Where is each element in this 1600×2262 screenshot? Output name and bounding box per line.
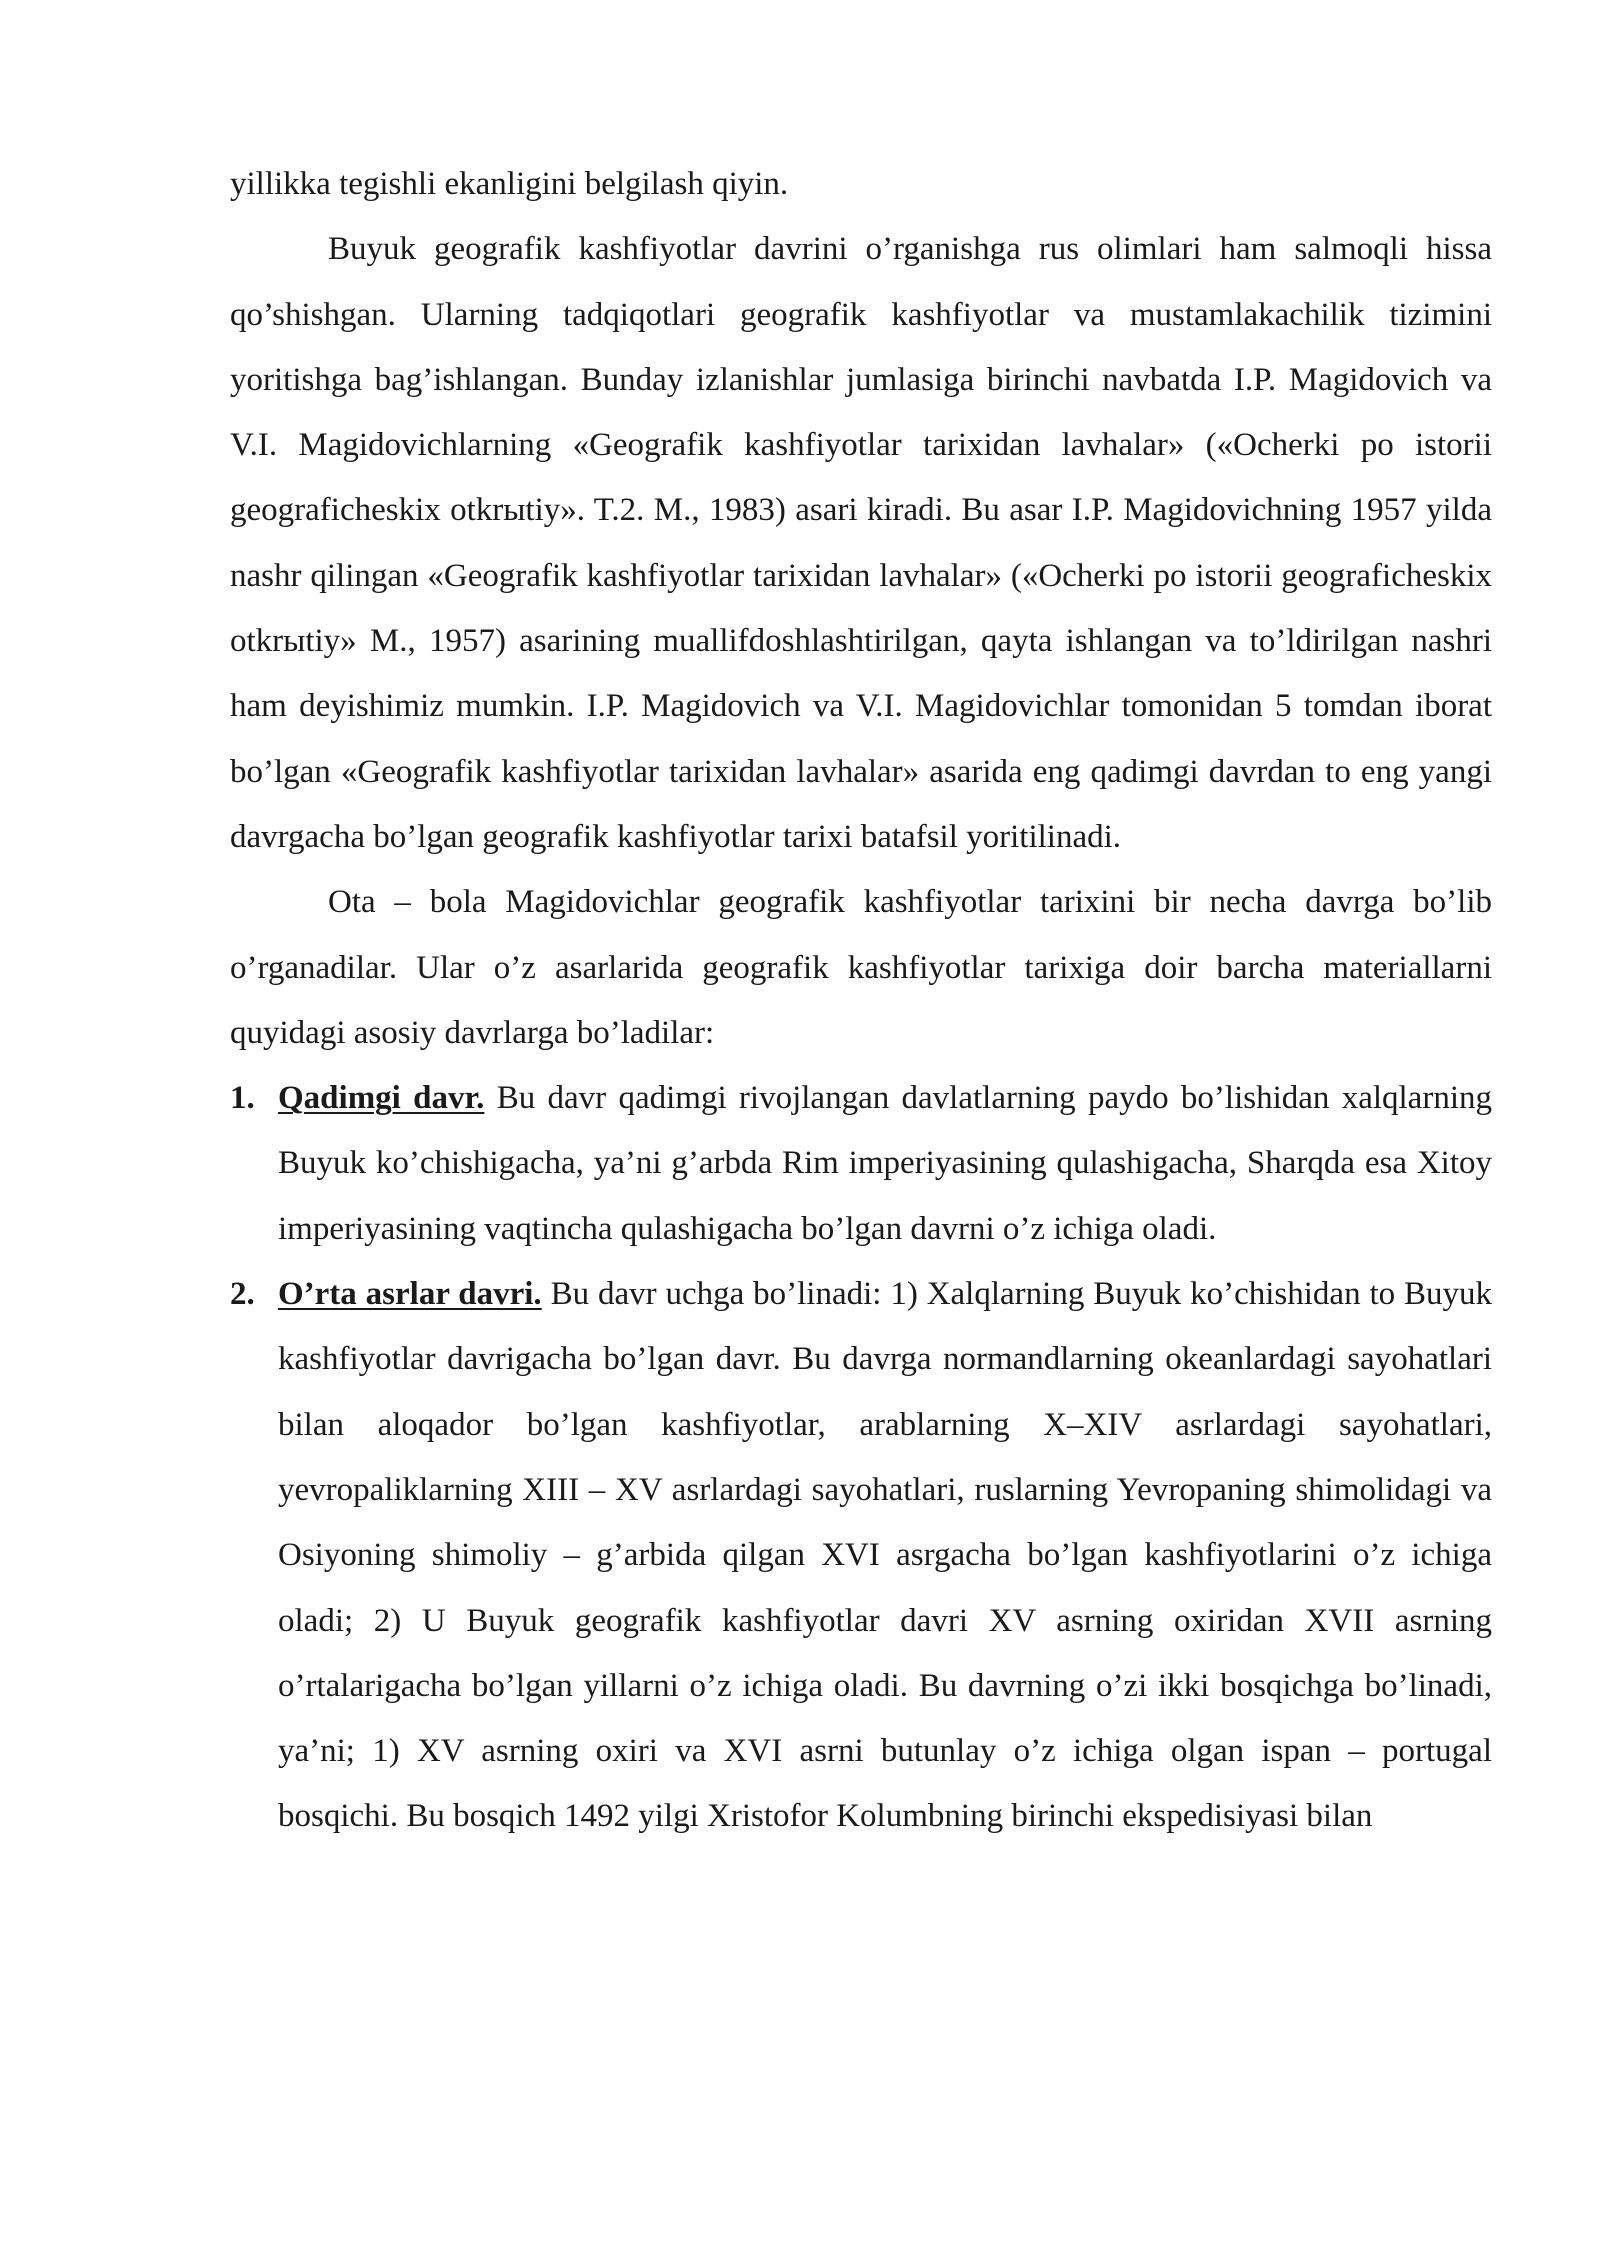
list-item-ancient-period	[230, 1066, 1492, 1262]
paragraph-continuation: yillikka tegishli ekanligini belgilash qiyin.	[230, 166, 789, 202]
document-page	[230, 152, 1492, 1850]
list-item-heading: O’rta asrlar davri.	[278, 1276, 542, 1313]
list-number: 2.	[230, 1276, 255, 1313]
list-item-text: Bu davr qadimgi rivojlangan davlatlarning paydo bo’lishidan xalqlarning Buyuk ko’chishigacha, ya’ni g’arbda Rim imperiyasining qulashigacha, Sharqda esa Xitoy imperiyasining vaqtincha qulashigacha bo’lgan davrni o’z ichiga oladi.	[278, 1080, 1492, 1247]
periods-list	[230, 1066, 1492, 1850]
list-number: 1.	[230, 1080, 255, 1117]
list-item-heading: Qadimgi davr.	[278, 1080, 485, 1117]
list-item-text: Bu davr uchga bo’linadi: 1) Xalqlarning Buyuk ko’chishidan to Buyuk kashfiyotlar davrigacha bo’lgan davr. Bu davrga normandlarning okeanlardagi sayohatlari bilan aloqador bo’lgan kashfiyotlar, arablarning X–XIV asrlardagi sayohatlari, yevropaliklarning XIII – XV asrlardagi sayohatlari, ruslarning Yevropaning shimolidagi va Osiyoning shimoliy – g’arbida qilgan XVI asrgacha bo’lgan kashfiyotlarini o’z ichiga oladi; 2) U Buyuk geografik kashfiyotlar davri XV asrning oxiridan XVII asrning o’rtalarigacha bo’lgan yillarni o’z ichiga oladi. Bu davrning o’zi ikki bosqichga bo’linadi, ya’ni; 1) XV asrning oxiri va XVI asrni butunlay o’z ichiga olgan ispan – portugal bosqichi. Bu bosqich 1492 yilgi Xristofor Kolumbning birinchi ekspedisiyasi bilan	[278, 1276, 1493, 1835]
paragraph-russian-scholars: Buyuk geografik kashfiyotlar davrini o’rganishga rus olimlari ham salmoqli hissa qo’shishgan. Ularning tadqiqotlari geografik kashfiyotlar va mustamlakachilik tizimini yoritishga bag’ishlangan. Bunday izlanishlar jumlasiga birinchi navbatda I.P. Magidovich va V.I. Magidovichlarning «Geografik kashfiyotlar tarixidan lavhalar» («Ocherki po istorii geograficheskix otkrыtiy». T.2. M., 1983) asari kiradi. Bu asar I.P. Magidovichning 1957 yilda nashr qilingan «Geografik kashfiyotlar tarixidan lavhalar» («Ocherki po istorii geograficheskix otkrыtiy» M., 1957) asarining muallifdoshlashtirilgan, qayta ishlangan va to’ldirilgan nashri ham deyishimiz mumkin. I.P. Magidovich va V.I. Magidovichlar tomonidan 5 tomdan iborat bo’lgan «Geografik kashfiyotlar tarixidan lavhalar» asarida eng qadimgi davrdan to eng yangi davrgacha bo’lgan geografik kashfiyotlar tarixi batafsil yoritilinadi.	[230, 231, 1492, 855]
paragraph-periodization: Ota – bola Magidovichlar geografik kashfiyotlar tarixini bir necha davrga bo’lib o’rganadilar. Ular o’z asarlarida geografik kashfiyotlar tarixiga doir barcha materiallarni quyidagi asosiy davrlarga bo’ladilar:	[230, 884, 1492, 1051]
list-item-middle-ages	[230, 1262, 1492, 1850]
